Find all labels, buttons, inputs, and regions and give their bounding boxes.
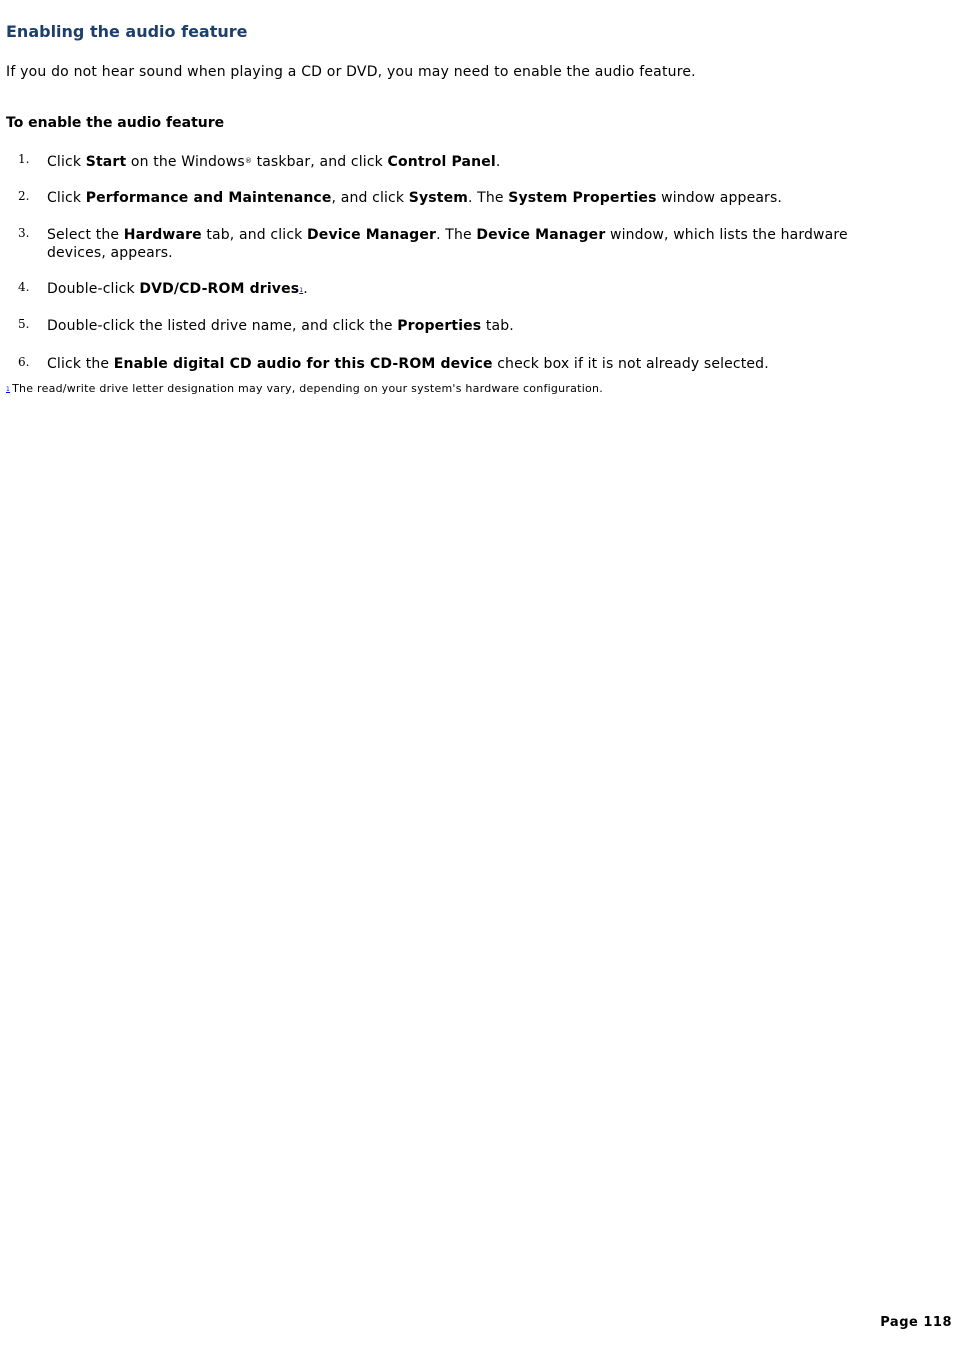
step-text [47, 152, 907, 171]
step-number: 2. [18, 189, 30, 203]
step-text-part: . The [467, 190, 509, 206]
step-text-part: . The [436, 227, 477, 243]
step-number: 5. [18, 317, 30, 331]
step-text-part: window appears. [656, 190, 783, 206]
step-text-part: tab, and click [201, 227, 308, 243]
step-emphasis: Enable digital CD audio for this CD-ROM device [113, 356, 493, 372]
intro-paragraph: If you do not hear sound when playing a CD or DVD, you may need to enable the audio feature. [6, 64, 696, 80]
step-text-part: Click the [47, 356, 114, 372]
page-title: Enabling the audio feature [6, 22, 248, 41]
footnote [6, 382, 603, 395]
step-emphasis: Hardware [123, 227, 202, 243]
step-text-part: Click [47, 190, 86, 206]
step-number: 3. [18, 226, 30, 240]
step-text-part: . [495, 154, 501, 170]
step-text [47, 280, 907, 300]
step-text-part: . [303, 281, 308, 297]
step-emphasis: Device Manager [307, 227, 437, 243]
step-emphasis: System Properties [508, 190, 657, 206]
step-emphasis: DVD/CD-ROM drives [139, 281, 300, 297]
step-text-part: Double-click the listed drive name, and click the [47, 318, 398, 334]
step-text-part: Select the [47, 227, 124, 243]
step-text-part: on the Windows [126, 154, 245, 170]
footnote-link[interactable]: 1 [299, 287, 304, 294]
step-number: 4. [18, 280, 30, 294]
step-text-part: tab. [481, 318, 514, 334]
step-emphasis: Start [85, 154, 127, 170]
step-text-part: Double-click [47, 281, 140, 297]
step-text [47, 189, 907, 207]
step-text-part: window, which lists the hardware devices, appears. [47, 227, 848, 261]
footnote-text: The read/write drive letter designation may vary, depending on your system's hardware configuration. [12, 382, 603, 395]
page-number: Page 118 [880, 1315, 952, 1330]
step-text [47, 355, 907, 373]
registered-mark: ® [244, 157, 252, 165]
step-text-part: check box if it is not already selected. [492, 356, 769, 372]
step-number: 6. [18, 355, 30, 369]
procedure-heading: To enable the audio feature [6, 115, 225, 131]
step-emphasis: Performance and Maintenance [85, 190, 332, 206]
step-text-part: Click [47, 154, 86, 170]
step-emphasis: Properties [397, 318, 482, 334]
step-emphasis: System [408, 190, 468, 206]
step-text-part: , and click [331, 190, 409, 206]
step-emphasis: Control Panel [387, 154, 496, 170]
step-text [47, 317, 907, 335]
step-emphasis: Device Manager [476, 227, 606, 243]
step-number: 1. [18, 152, 30, 166]
footnote-marker-link[interactable]: 1 [6, 386, 11, 393]
step-text [47, 226, 907, 262]
step-text-part: taskbar, and click [251, 154, 388, 170]
